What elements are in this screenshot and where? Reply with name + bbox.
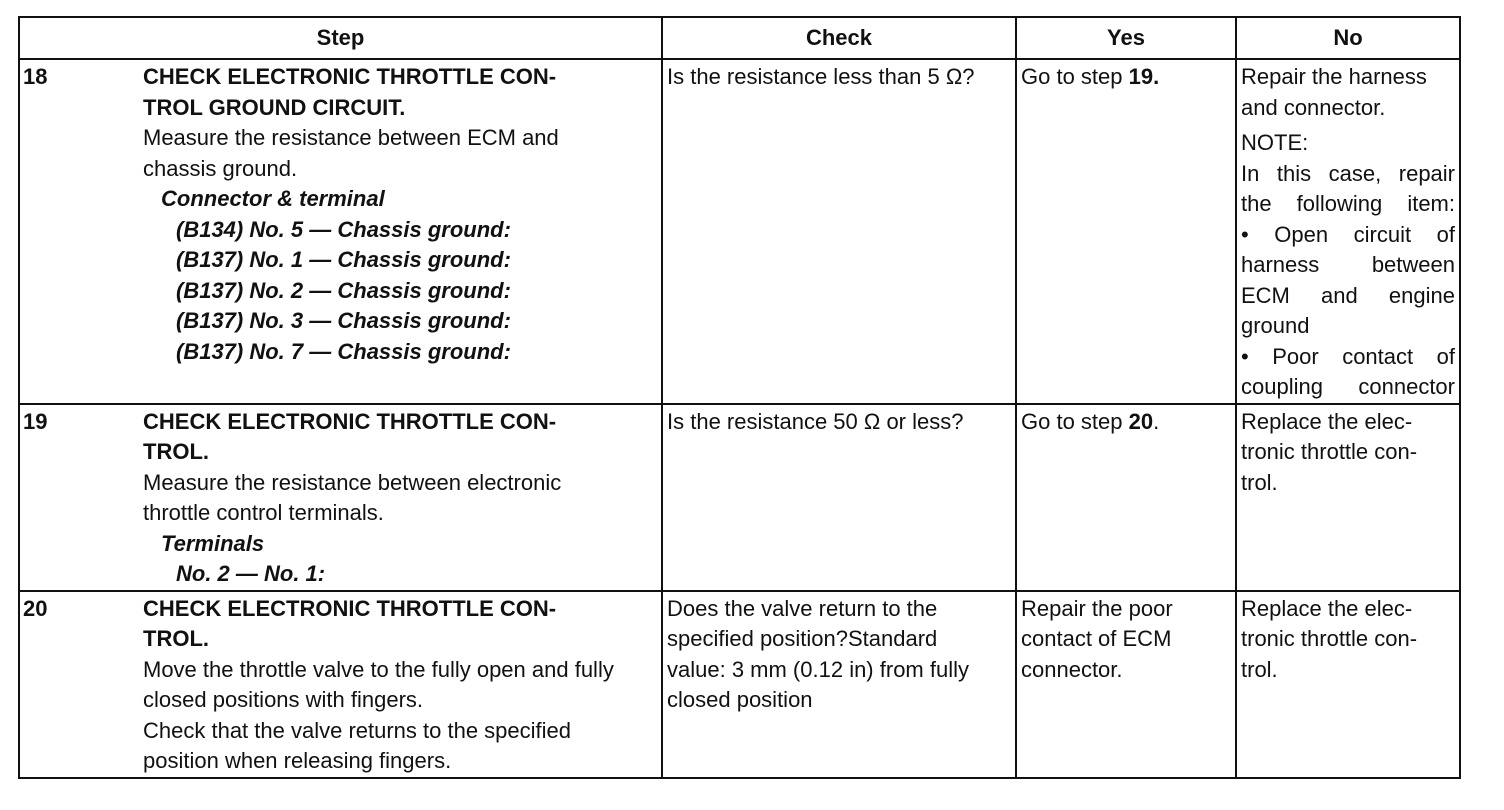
note-line: • Open circuit of bbox=[1241, 221, 1455, 247]
yes-step-ref: 19. bbox=[1128, 64, 1160, 89]
spec-item: (B137) No. 7 — Chassis ground: bbox=[176, 338, 511, 364]
no-text-line: trol. bbox=[1241, 656, 1278, 682]
step-number: 19 bbox=[23, 408, 48, 434]
header-yes: Yes bbox=[1016, 17, 1236, 59]
step-text-line: Move the throttle valve to the fully open and fully bbox=[143, 656, 614, 682]
diagnostic-table bbox=[18, 16, 1461, 779]
step-title-line: TROL. bbox=[143, 626, 209, 651]
yes-prefix: Go to step bbox=[1021, 408, 1129, 434]
check-cell bbox=[662, 404, 1016, 591]
step-title-line: TROL. bbox=[143, 439, 209, 464]
check-text-line: closed position bbox=[667, 687, 813, 712]
step-cell bbox=[19, 404, 662, 591]
check-cell bbox=[662, 59, 1016, 404]
header-check: Check bbox=[662, 17, 1016, 59]
step-description bbox=[143, 594, 661, 777]
no-text-line: Repair the harness bbox=[1241, 64, 1427, 89]
step-text-line: Check that the valve returns to the specified bbox=[143, 717, 572, 743]
check-cell bbox=[662, 591, 1016, 778]
table-row bbox=[19, 591, 1460, 778]
spec-item: (B137) No. 2 — Chassis ground: bbox=[176, 277, 511, 303]
check-text-line: value: 3 mm (0.12 in) from fully bbox=[667, 656, 969, 682]
header-step: Step bbox=[19, 17, 662, 59]
step-text-line: Measure the resistance between electronic bbox=[143, 469, 562, 495]
no-cell bbox=[1236, 59, 1460, 404]
yes-cell bbox=[1016, 404, 1236, 591]
step-number: 20 bbox=[23, 595, 48, 621]
spec-item: (B134) No. 5 — Chassis ground: bbox=[176, 216, 511, 242]
yes-text-line: contact of ECM bbox=[1021, 626, 1172, 651]
check-text-line: Does the valve return to the bbox=[667, 595, 938, 621]
no-text-line: tronic throttle con- bbox=[1241, 439, 1418, 464]
step-cell bbox=[19, 59, 662, 404]
check-text-line: specified position?Standard bbox=[667, 626, 938, 651]
step-title-line: CHECK ELECTRONIC THROTTLE CON- bbox=[143, 408, 557, 434]
spec-label: Terminals bbox=[161, 530, 265, 556]
step-description bbox=[143, 407, 661, 590]
note-line: harness between bbox=[1241, 252, 1455, 277]
step-text-line: position when releasing fingers. bbox=[143, 748, 452, 773]
no-cell bbox=[1236, 591, 1460, 778]
step-text-line: closed positions with fingers. bbox=[143, 687, 424, 712]
no-text-line: Replace the elec- bbox=[1241, 408, 1413, 434]
no-cell bbox=[1236, 404, 1460, 591]
note-line: In this case, repair bbox=[1241, 160, 1455, 186]
note-label: NOTE: bbox=[1241, 130, 1309, 155]
spec-label: Connector & terminal bbox=[161, 186, 385, 211]
header-no: No bbox=[1236, 17, 1460, 59]
step-text-line: Measure the resistance between ECM and bbox=[143, 125, 559, 150]
step-description bbox=[143, 62, 661, 367]
step-number: 18 bbox=[23, 64, 48, 89]
step-title-line: CHECK ELECTRONIC THROTTLE CON- bbox=[143, 595, 557, 621]
note-line: ground bbox=[1241, 313, 1310, 338]
table-row bbox=[19, 59, 1460, 404]
note-line: coupling connector bbox=[1241, 374, 1455, 399]
step-text-line: chassis ground. bbox=[143, 155, 298, 181]
yes-prefix: Go to step bbox=[1021, 64, 1129, 89]
step-text-line: throttle control terminals. bbox=[143, 500, 384, 525]
check-text: Is the resistance 50 Ω or less? bbox=[667, 408, 964, 434]
yes-text-line: Repair the poor bbox=[1021, 595, 1173, 621]
step-title-line: CHECK ELECTRONIC THROTTLE CON- bbox=[143, 64, 557, 89]
spec-item: (B137) No. 1 — Chassis ground: bbox=[176, 247, 511, 272]
yes-suffix: . bbox=[1153, 408, 1160, 434]
step-cell bbox=[19, 591, 662, 778]
no-text-line: and connector. bbox=[1241, 94, 1386, 120]
note-line: the following item: bbox=[1241, 191, 1455, 216]
check-text: Is the resistance less than 5 Ω? bbox=[667, 64, 975, 89]
no-text-line: Replace the elec- bbox=[1241, 595, 1413, 621]
yes-step-ref: 20 bbox=[1128, 408, 1154, 434]
spec-item: No. 2 — No. 1: bbox=[176, 561, 326, 586]
step-title-line: TROL GROUND CIRCUIT. bbox=[143, 94, 406, 120]
note-line: • Poor contact of bbox=[1241, 343, 1455, 369]
yes-cell bbox=[1016, 59, 1236, 404]
spec-item: (B137) No. 3 — Chassis ground: bbox=[176, 308, 511, 333]
table-row bbox=[19, 404, 1460, 591]
yes-text-line: connector. bbox=[1021, 656, 1123, 682]
yes-cell bbox=[1016, 591, 1236, 778]
note-line: ECM and engine bbox=[1241, 282, 1455, 308]
no-text-line: tronic throttle con- bbox=[1241, 626, 1418, 651]
header-row bbox=[19, 17, 1460, 59]
no-text-line: trol. bbox=[1241, 469, 1278, 495]
